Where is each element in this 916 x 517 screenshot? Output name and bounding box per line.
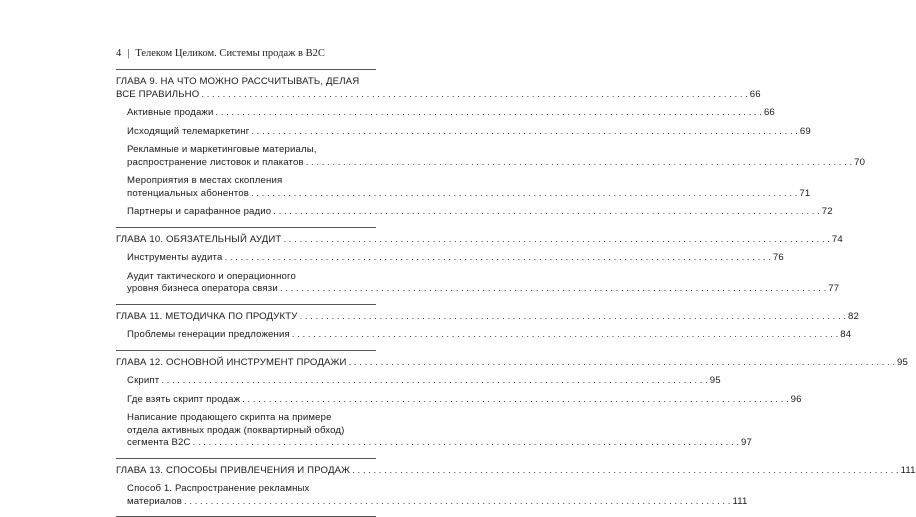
- dot-leader: [349, 357, 895, 370]
- dot-leader: [251, 188, 797, 201]
- chapter-line: [116, 234, 376, 247]
- entry-line: [127, 107, 376, 120]
- running-title: Телеком Целиком. Системы продаж в B2C: [135, 48, 324, 59]
- entry-line: [127, 252, 376, 265]
- page-number: 4: [116, 48, 121, 59]
- dot-leader: [283, 234, 829, 247]
- toc-entry[interactable]: [127, 206, 376, 219]
- entry-line: [127, 126, 376, 139]
- entry-line: [127, 394, 376, 407]
- toc-entry[interactable]: [127, 175, 376, 200]
- entry-page-number: 77: [828, 283, 839, 296]
- entry-title: материалов: [127, 496, 182, 509]
- entry-page-number: 111: [732, 496, 747, 509]
- dot-leader: [273, 206, 819, 219]
- toc-entry[interactable]: [127, 144, 376, 169]
- entry-page-number: 84: [840, 329, 851, 342]
- toc-entry-line: Написание продающего скрипта на примере: [127, 412, 376, 425]
- chapter-heading[interactable]: [116, 311, 376, 324]
- entry-title: Скрипт: [127, 375, 159, 388]
- table-of-contents: [116, 69, 376, 517]
- dot-leader: [193, 437, 739, 450]
- entry-page-number: 76: [773, 252, 784, 265]
- entry-page-number: 95: [710, 375, 721, 388]
- chapter-heading-line: ГЛАВА 9. НА ЧТО МОЖНО РАССЧИТЫВАТЬ, ДЕЛАЯ: [116, 76, 376, 89]
- entry-page-number: 72: [822, 206, 833, 219]
- entry-line: [127, 329, 376, 342]
- toc-chapter-block: [116, 351, 376, 459]
- chapter-page-number: 66: [750, 89, 761, 102]
- dot-leader: [161, 375, 707, 388]
- entry-title: потенциальных абонентов: [127, 188, 249, 201]
- toc-entry[interactable]: [127, 375, 376, 388]
- entry-title: Исходящий телемаркетинг: [127, 126, 249, 139]
- toc-chapter-block: [116, 459, 376, 517]
- dot-leader: [242, 394, 788, 407]
- chapter-line: [116, 357, 376, 370]
- entry-title: Проблемы генерации предложения: [127, 329, 290, 342]
- dot-leader: [292, 329, 838, 342]
- chapter-title: ГЛАВА 12. ОСНОВНОЙ ИНСТРУМЕНТ ПРОДАЖИ: [116, 357, 347, 370]
- entry-title: Активные продажи: [127, 107, 214, 120]
- toc-chapter-block: [116, 305, 376, 351]
- toc-chapter-block: [116, 228, 376, 305]
- chapter-page-number: 74: [832, 234, 843, 247]
- dot-leader: [201, 89, 747, 102]
- entry-title: сегмента B2C: [127, 437, 191, 450]
- chapter-line: [116, 465, 376, 478]
- entry-title: Партнеры и сарафанное радио: [127, 206, 271, 219]
- toc-entry[interactable]: [127, 271, 376, 296]
- entry-line: [127, 206, 376, 219]
- chapter-title: ГЛАВА 11. МЕТОДИЧКА ПО ПРОДУКТУ: [116, 311, 298, 324]
- entry-title: Инструменты аудита: [127, 252, 222, 265]
- entry-page-number: 97: [741, 437, 752, 450]
- toc-entry[interactable]: [127, 252, 376, 265]
- entry-title: уровня бизнеса оператора связи: [127, 283, 278, 296]
- dot-leader: [300, 311, 846, 324]
- chapter-line: [116, 89, 376, 102]
- entry-page-number: 71: [799, 188, 810, 201]
- header-separator: |: [127, 48, 129, 59]
- toc-entry-line: Мероприятия в местах скопления: [127, 175, 376, 188]
- toc-entry[interactable]: [127, 412, 376, 450]
- chapter-title: ГЛАВА 13. СПОСОБЫ ПРИВЛЕЧЕНИЯ И ПРОДАЖ: [116, 465, 350, 478]
- chapter-heading[interactable]: [116, 357, 376, 370]
- entry-title: распространение листовок и плакатов: [127, 157, 304, 170]
- entry-line: [127, 283, 376, 296]
- entry-title: Где взять скрипт продаж: [127, 394, 240, 407]
- entry-line: [127, 375, 376, 388]
- entry-line: [127, 157, 376, 170]
- entry-page-number: 69: [800, 126, 811, 139]
- toc-entry[interactable]: [127, 329, 376, 342]
- chapter-page-number: 95: [897, 357, 908, 370]
- toc-entry[interactable]: [127, 107, 376, 120]
- dot-leader: [216, 107, 762, 120]
- chapter-heading[interactable]: [116, 465, 376, 478]
- chapter-line: [116, 311, 376, 324]
- dot-leader: [184, 496, 730, 509]
- toc-chapter-block: [116, 70, 376, 228]
- toc-entry-line: Рекламные и маркетинговые материалы,: [127, 144, 376, 157]
- chapter-title: ГЛАВА 10. ОБЯЗАТЕЛЬНЫЙ АУДИТ: [116, 234, 281, 247]
- toc-entry-line: Способ 1. Распространение рекламных: [127, 483, 376, 496]
- dot-leader: [306, 157, 852, 170]
- chapter-page-number: 111: [901, 465, 916, 478]
- entry-line: [127, 188, 376, 201]
- entry-line: [127, 437, 376, 450]
- chapter-heading[interactable]: [116, 76, 376, 101]
- page-header: [116, 48, 325, 59]
- entry-page-number: 70: [854, 157, 865, 170]
- dot-leader: [224, 252, 770, 265]
- entry-page-number: 96: [791, 394, 802, 407]
- dot-leader: [251, 126, 797, 139]
- toc-entry[interactable]: [127, 483, 376, 508]
- chapter-title: ВСЕ ПРАВИЛЬНО: [116, 89, 199, 102]
- toc-entry[interactable]: [127, 126, 376, 139]
- toc-entry[interactable]: [127, 394, 376, 407]
- chapter-heading[interactable]: [116, 234, 376, 247]
- dot-leader: [352, 465, 898, 478]
- entry-line: [127, 496, 376, 509]
- toc-entry-line: Аудит тактического и операционного: [127, 271, 376, 284]
- entry-page-number: 66: [764, 107, 775, 120]
- toc-entry-line: отдела активных продаж (поквартирный обход): [127, 425, 376, 438]
- dot-leader: [280, 283, 826, 296]
- chapter-page-number: 82: [848, 311, 859, 324]
